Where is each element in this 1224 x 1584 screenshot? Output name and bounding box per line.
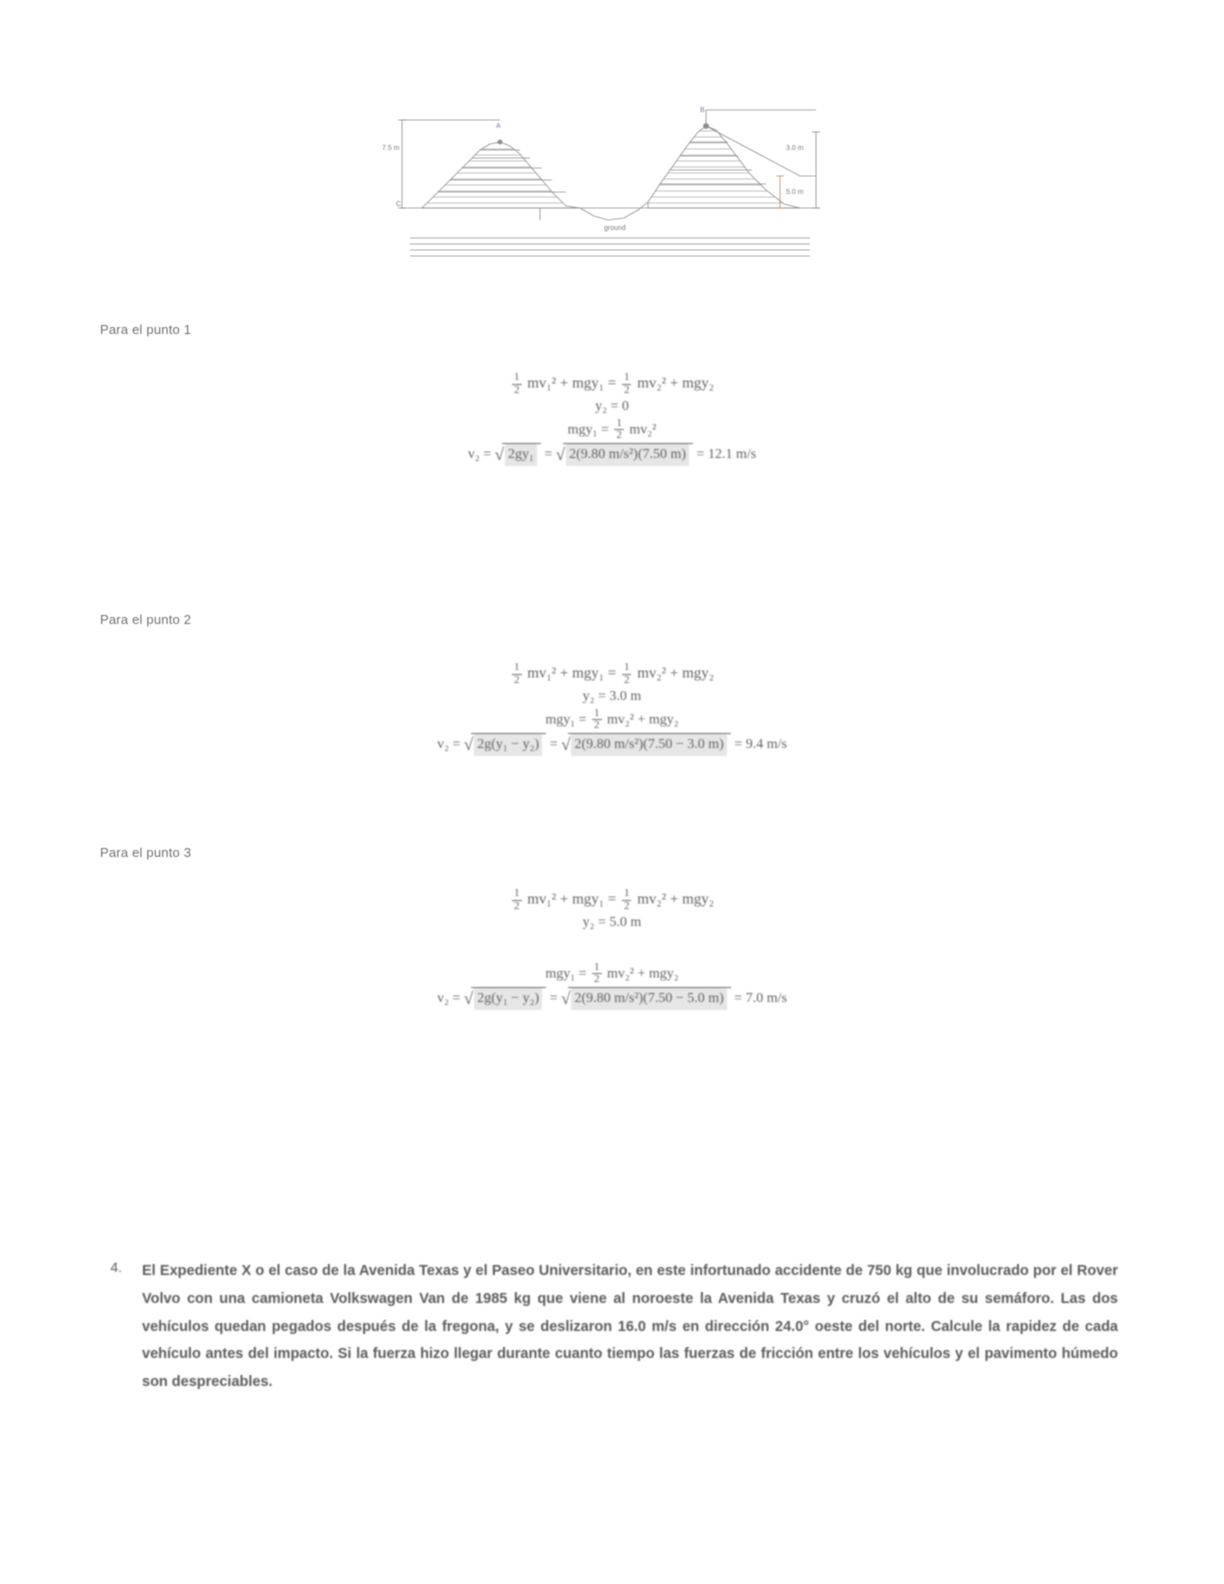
- fraction-half-2: $\frac{1}{2}$: [623, 887, 630, 912]
- equation-3-line-4: v₂ = √ 2g(y₁ − y₂) = √ 2(9.80 m/s²)(7.50 − 5.0 m) = 7.0 m/s: [100, 986, 1124, 1012]
- equation-1-line-2: y₂ = 0: [595, 399, 629, 415]
- radical-symbol: √: [494, 444, 504, 464]
- fraction-half-3: $\frac{1}{2}$: [616, 416, 622, 442]
- radical-symbol-2: √: [555, 444, 566, 464]
- equation-2-line-1: [100, 662, 1124, 686]
- fraction-half-2: $\frac{1}{2}$: [623, 371, 630, 396]
- equation-block-2: [100, 662, 1124, 758]
- figure-label-mid-height: 5.0 m: [786, 189, 804, 196]
- fraction-half-3: $\frac{1}{2}$: [594, 706, 600, 732]
- problem-text: El Expediente X o el caso de la Avenida Texas y el Paseo Universitario, en este infortunado accidente de 750 kg que involucrado por el Rover Volvo con una camioneta Volkswagen Van de 1985 kg que viene al noroeste la Avenida Texas y cruzó el alto de su semáforo. Las dos vehículos quedan pegados después de la fregona, y se deslizaron 16.0 m/s en dirección 24.0° oeste del norte. Calcule la rapidez de cada vehículo antes del impacto. Si la fuerza hizo llegar durante cuanto tiempo las fuerzas de fricción entre los vehículos y el pavimento húmedo son despreciables.: [142, 1263, 1118, 1391]
- radical-symbol-2: √: [561, 734, 571, 754]
- figure-label-left-height: 7.5 m: [382, 145, 400, 152]
- equation-2-lhs: mv₁² + mgy₁ =: [527, 665, 617, 682]
- figure-label-b: B: [700, 107, 705, 114]
- fraction-half: $\frac{1}{2}$: [514, 887, 520, 912]
- section-heading-2: Para el punto 2: [100, 612, 192, 627]
- equation-2-line-2: y₂ = 3.0 m: [582, 689, 642, 705]
- equation-1-line-1: [100, 372, 1124, 396]
- equation-1-line-4: v₂ = √ 2gy₁ = √ 2(9.80 m/s²)(7.50 m) = 12.1 m/s: [100, 442, 1124, 468]
- fraction-half: $\frac{1}{2}$: [514, 661, 520, 686]
- equation-1-lhs: mv₁² + mgy₁ =: [527, 375, 617, 392]
- fraction-half-2: $\frac{1}{2}$: [623, 661, 630, 686]
- section-heading-3: Para el punto 3: [100, 845, 192, 860]
- equation-3-line-3: mgy₁ = $\frac{1}{2}$ mv₂² + mgy₂: [545, 960, 679, 986]
- fraction-half: $\frac{1}{2}$: [514, 371, 520, 396]
- equation-2-rhs: mv₂² + mgy₂: [637, 665, 714, 682]
- equation-3-lhs: mv₁² + mgy₁ =: [527, 891, 617, 908]
- fraction-half-3: $\frac{1}{2}$: [594, 960, 600, 986]
- figure-label-ground: ground: [604, 225, 626, 232]
- problem-number: 4.: [110, 1259, 122, 1275]
- equation-2-line-4: v₂ = √ 2g(y₁ − y₂) = √ 2(9.80 m/s²)(7.50 − 3.0 m) = 9.4 m/s: [100, 732, 1124, 758]
- radical-symbol: √: [463, 988, 474, 1008]
- equation-3-rhs: mv₂² + mgy₂: [637, 891, 714, 908]
- equation-2-line-3: mgy₁ = $\frac{1}{2}$ mv₂² + mgy₂: [545, 706, 679, 732]
- physics-figure: [380, 80, 840, 270]
- figure-label-a: A: [496, 123, 501, 130]
- equation-3-line-1: [100, 888, 1124, 912]
- section-heading-1: Para el punto 1: [100, 322, 192, 337]
- equation-3-line-2: y₂ = 5.0 m: [582, 915, 642, 931]
- equation-1-rhs: mv₂² + mgy₂: [637, 375, 714, 392]
- problem-item-4: [108, 1258, 1118, 1397]
- equation-1-line-3: mgy₁ = $\frac{1}{2}$ mv₂²: [567, 416, 657, 442]
- equation-block-1: [100, 372, 1124, 468]
- figure-label-base: C: [396, 201, 402, 208]
- radical-symbol: √: [463, 734, 474, 754]
- equation-3-spacer: [100, 934, 1124, 962]
- radical-symbol-2: √: [561, 988, 571, 1008]
- figure-label-right-height: 3.0 m: [786, 145, 804, 152]
- hill-valley-svg: [380, 80, 840, 270]
- equation-block-3: [100, 888, 1124, 1012]
